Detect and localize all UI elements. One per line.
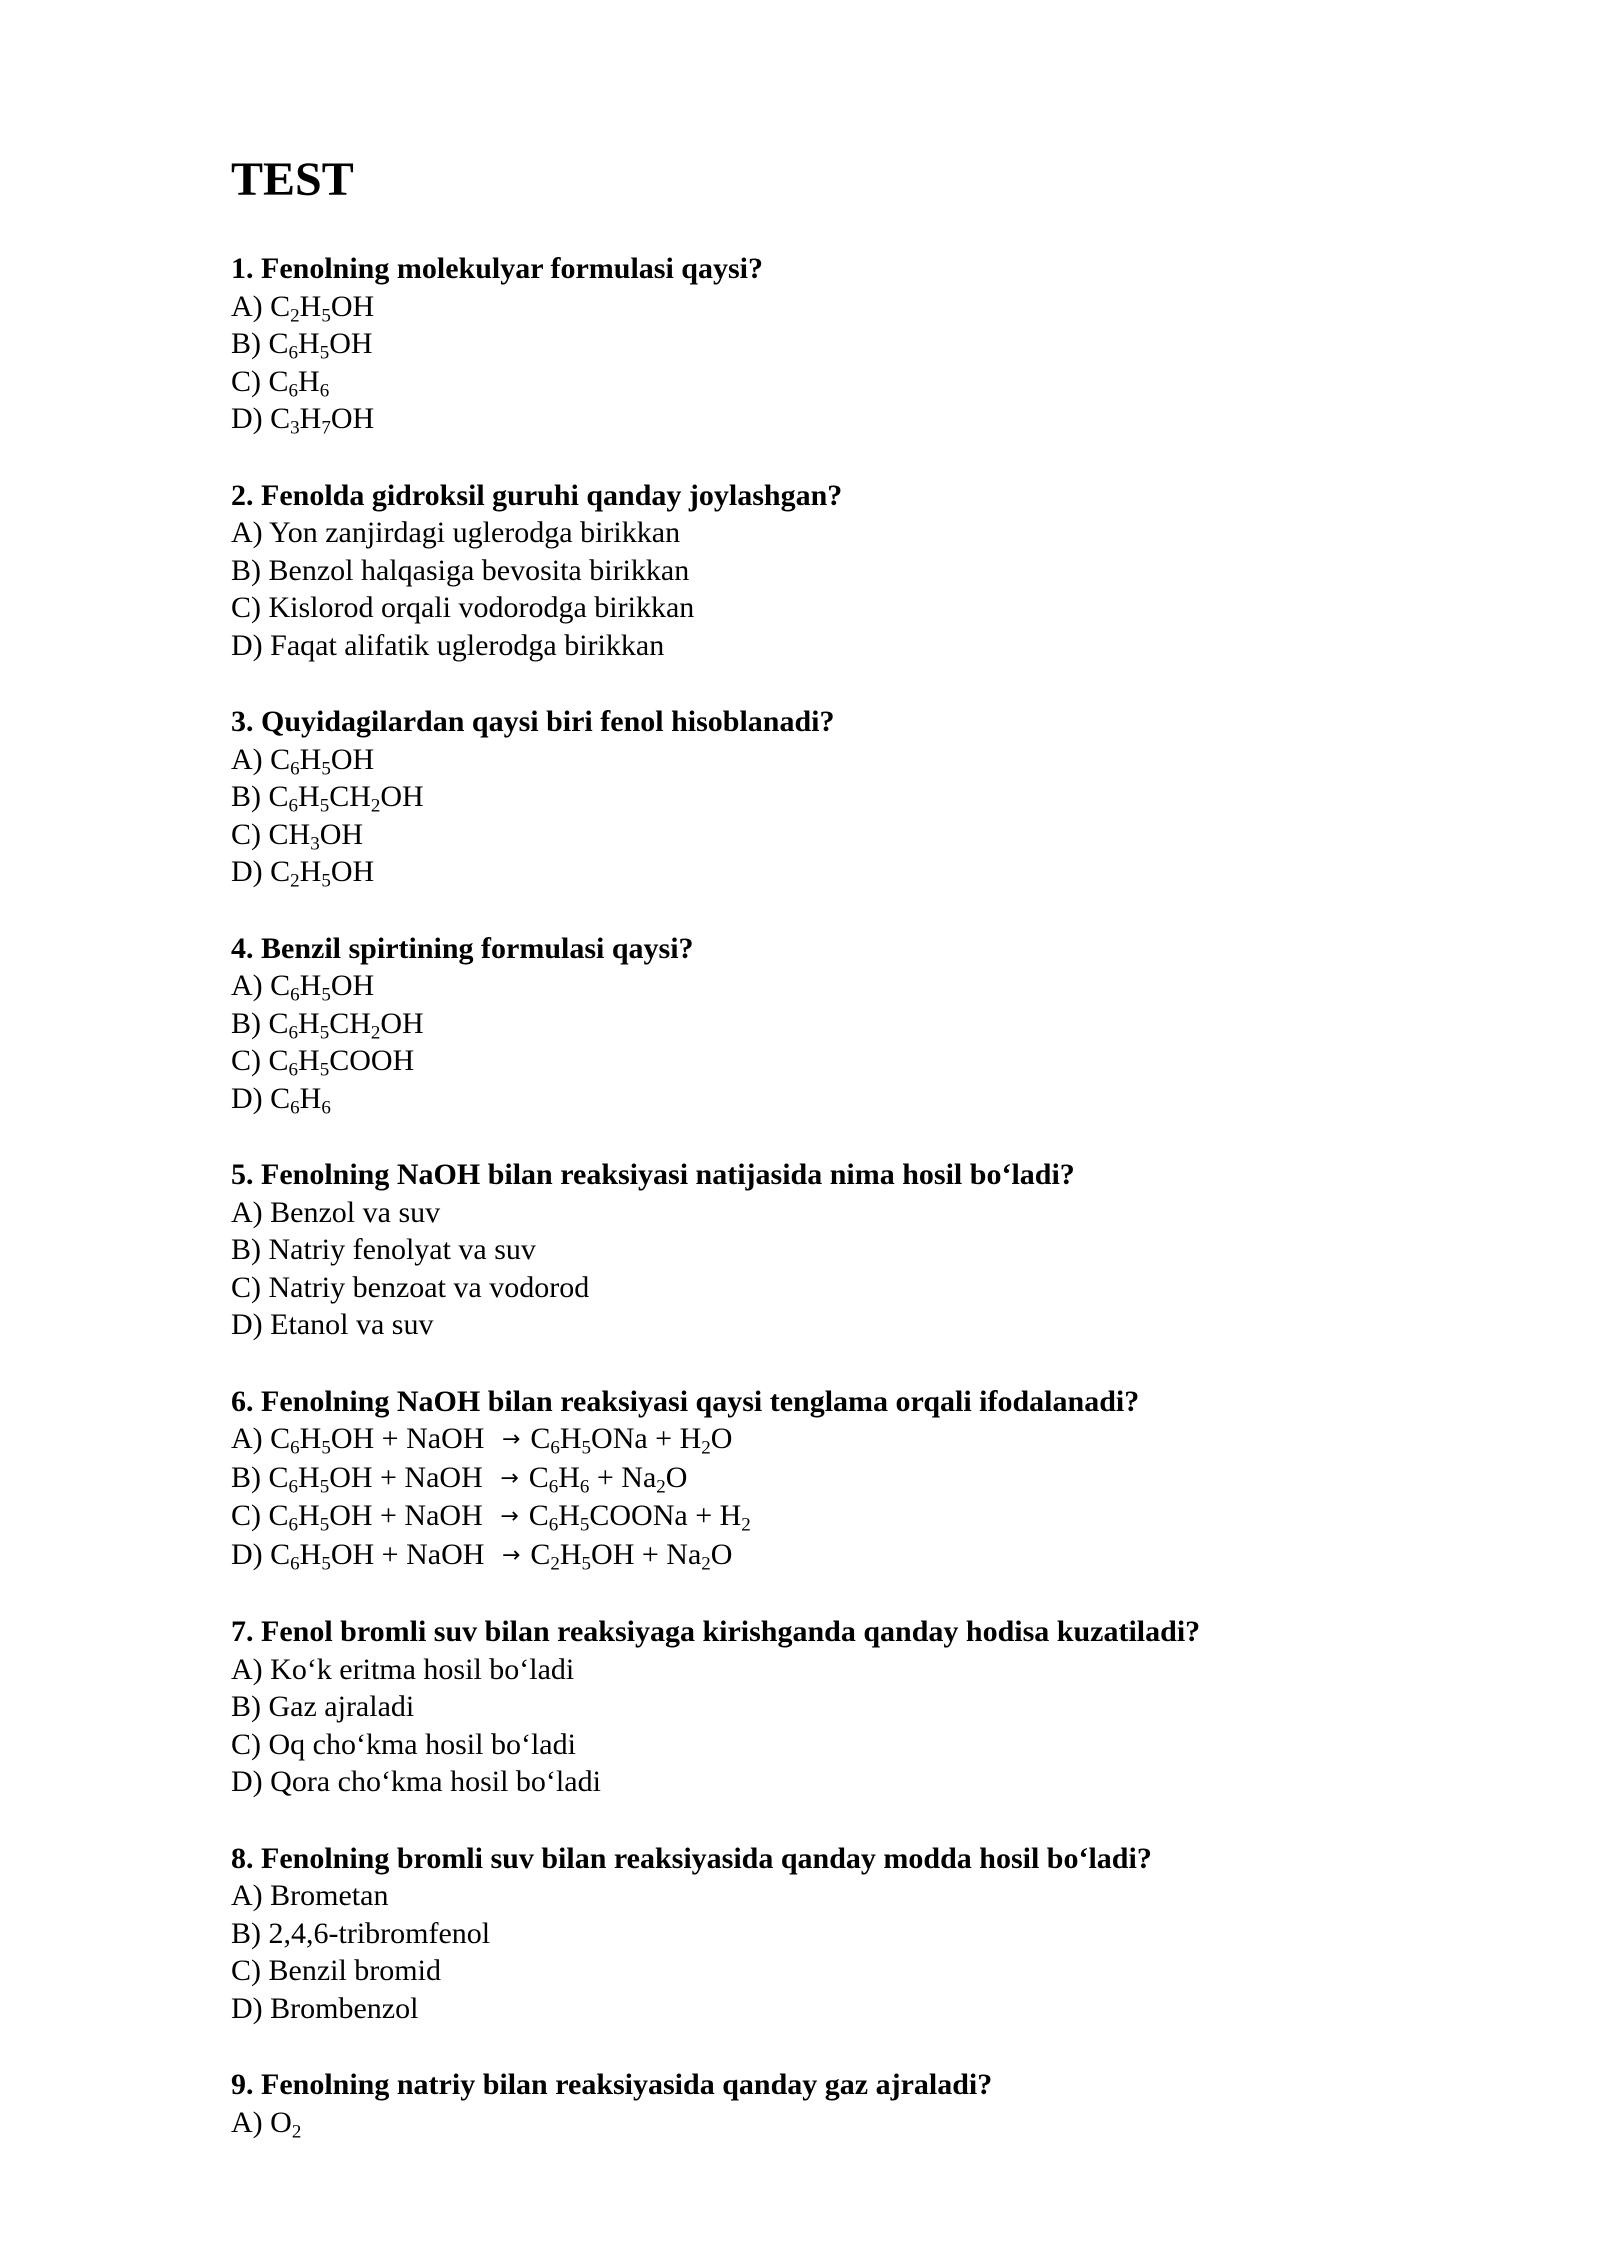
- answer-option: C) Oq cho‘kma hosil bo‘ladi: [231, 1727, 576, 1761]
- question-block: [231, 930, 1481, 1118]
- answer-option: C) $CH_3OH$: [231, 817, 364, 854]
- answer-option: C) $C_6H_5COOH$: [231, 1044, 415, 1081]
- answer-option: B) $C_6H_5CH_2OH$: [231, 1006, 424, 1043]
- answer-option: D) Qora cho‘kma hosil bo‘ladi: [231, 1765, 601, 1798]
- answer-option: A) $C_6H_5OH$: [231, 742, 375, 779]
- answer-option: A) Benzol va suv: [231, 1195, 441, 1229]
- answer-option: A) Brometan: [231, 1879, 389, 1912]
- answer-option: B) $C_6H_5CH_2OH$: [231, 780, 424, 817]
- question-text: 7. Fenol bromli suv bilan reaksiyaga kirishganda qanday hodisa kuzatiladi?: [231, 1615, 1201, 1648]
- question-text: 6. Fenolning NaOH bilan reaksiyasi qaysi tenglama orqali ifodalanadi?: [231, 1384, 1140, 1418]
- question-text: 2. Fenolda gidroksil guruhi qanday joylashgan?: [231, 478, 843, 512]
- answer-option: C) $C_6H_6$: [231, 364, 330, 401]
- question-block: [231, 703, 1481, 891]
- question-list: [231, 250, 1481, 2141]
- question-text: 5. Fenolning NaOH bilan reaksiyasi natijasida nima hosil bo‘ladi?: [231, 1158, 1075, 1191]
- answer-option: C) Benzil bromid: [231, 1954, 441, 1987]
- answer-option: A) Ko‘k eritma hosil bo‘ladi: [231, 1652, 575, 1686]
- answer-option: C) Natriy benzoat va vodorod: [231, 1270, 590, 1304]
- answer-option: D) Brombenzol: [231, 1991, 419, 2025]
- question-block: [231, 250, 1481, 438]
- question-block: [231, 1383, 1481, 1575]
- answer-option: A) $C_2H_5OH$: [231, 289, 375, 326]
- answer-option: D) $C_3H_7OH$: [231, 402, 375, 439]
- answer-option: D) $C_2H_5OH$: [231, 855, 375, 892]
- question-text: 3. Quyidagilardan qaysi biri fenol hisoblanadi?: [231, 705, 835, 738]
- answer-option: B) Benzol halqasiga bevosita birikkan: [231, 553, 690, 587]
- answer-option: B) $C_6H_5OH$ + NaOH → $C_6H_6 + Na_2O$: [231, 1460, 688, 1497]
- page-title: TEST: [231, 153, 354, 206]
- answer-option: B) 2,4,6-tribromfenol: [231, 1916, 491, 1950]
- answer-option: A) $O_2$: [231, 2105, 302, 2142]
- document-page: [231, 152, 1481, 2180]
- question-text: 8. Fenolning bromli suv bilan reaksiyasida qanday modda hosil bo‘ladi?: [231, 1841, 1152, 1875]
- answer-option: C) $C_6H_5OH$ + NaOH → $C_6H_5COONa + H_2$: [231, 1499, 751, 1536]
- question-block: [231, 1156, 1481, 1344]
- answer-option: A) Yon zanjirdagi uglerodga birikkan: [231, 516, 681, 549]
- question-text: 9. Fenolning natriy bilan reaksiyasida qanday gaz ajraladi?: [231, 2068, 993, 2101]
- question-block: [231, 2066, 1481, 2141]
- answer-option: A) $C_6H_5OH$: [231, 969, 375, 1006]
- answer-option: C) Kislorod orqali vodorodga birikkan: [231, 591, 695, 624]
- answer-option: B) $C_6H_5OH$: [231, 327, 373, 364]
- answer-option: B) Gaz ajraladi: [231, 1690, 415, 1723]
- question-block: [231, 1840, 1481, 2028]
- question-block: [231, 477, 1481, 665]
- question-text: 1. Fenolning molekulyar formulasi qaysi?: [231, 252, 764, 285]
- answer-option: B) Natriy fenolyat va suv: [231, 1233, 536, 1266]
- question-text: 4. Benzil spirtining formulasi qaysi?: [231, 931, 694, 965]
- answer-option: A) $C_6H_5OH$ + NaOH → $C_6H_5ONa + H_2O$: [231, 1422, 733, 1459]
- answer-option: D) Faqat alifatik uglerodga birikkan: [231, 628, 665, 662]
- answer-option: D) Etanol va suv: [231, 1308, 434, 1341]
- answer-option: D) $C_6H_6$: [231, 1081, 331, 1118]
- question-block: [231, 1613, 1481, 1801]
- answer-option: D) $C_6H_5OH$ + NaOH → $C_2H_5OH + Na_2O$: [231, 1537, 733, 1574]
